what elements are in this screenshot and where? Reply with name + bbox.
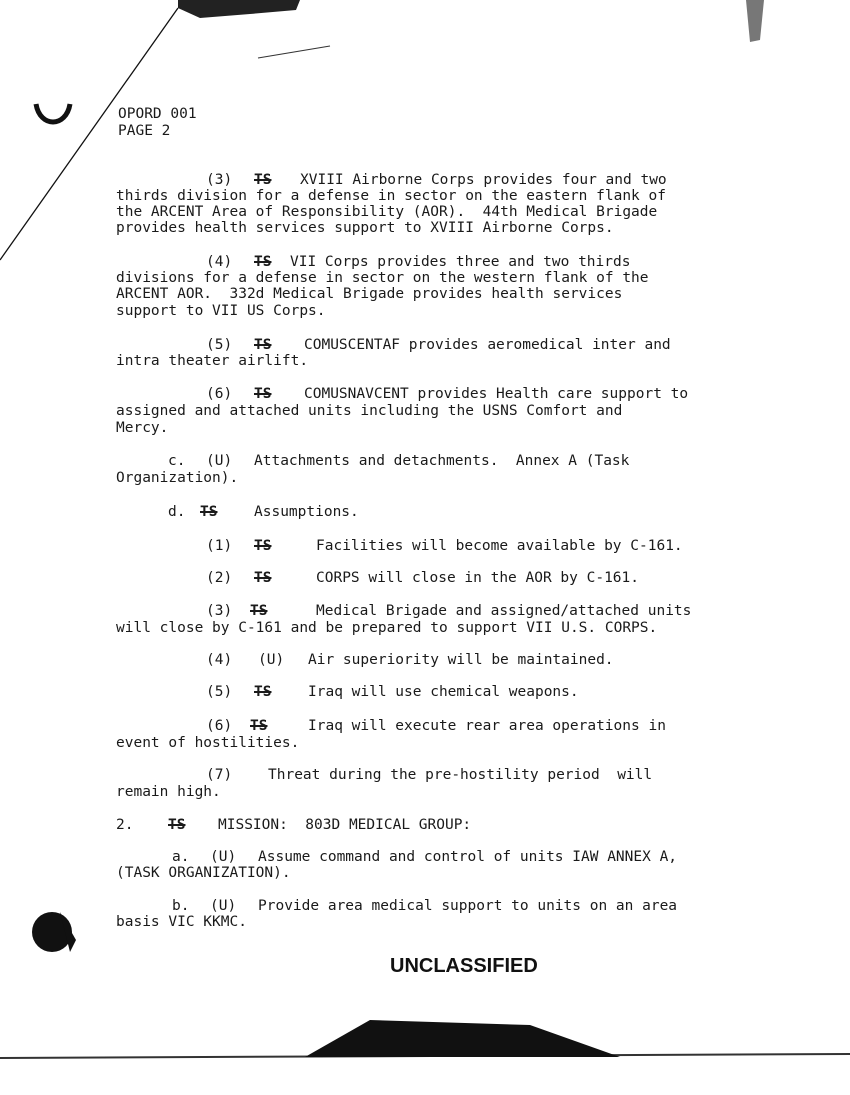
classification-mark: TS	[254, 337, 272, 353]
paragraph-number: (6)	[206, 386, 233, 402]
paragraph-text: (TASK ORGANIZATION).	[116, 865, 291, 881]
classification-mark: (U)	[210, 849, 237, 865]
paragraph-text: divisions for a defense in sector on the western flank of the	[116, 270, 649, 286]
paragraph-text: intra theater airlift.	[116, 353, 309, 369]
classification-mark: (U)	[258, 652, 285, 668]
paragraph-text: COMUSCENTAF provides aeromedical inter and	[304, 337, 671, 353]
paragraph-text: COMUSNAVCENT provides Health care support to	[304, 386, 689, 402]
paragraph-text: event of hostilities.	[116, 735, 300, 751]
paragraph-number: (5)	[206, 337, 233, 353]
header-line2: PAGE 2	[118, 123, 171, 139]
paragraph-text: Facilities will become available by C-161.	[316, 538, 683, 554]
paragraph-text: VII Corps provides three and two thirds	[290, 254, 631, 270]
paragraph-text: Threat during the pre-hostility period will	[268, 767, 653, 783]
classification-mark: TS	[168, 817, 186, 833]
paragraph-text: assigned and attached units including the USNS Comfort and	[116, 403, 623, 419]
classification-mark: TS	[254, 684, 272, 700]
paragraph-text: ARCENT AOR. 332d Medical Brigade provides health services	[116, 286, 623, 302]
paragraph-number: (6)	[206, 718, 233, 734]
paragraph-text: Mercy.	[116, 420, 169, 436]
paragraph-text: XVIII Airborne Corps provides four and two	[300, 172, 667, 188]
classification-mark: (U)	[206, 453, 233, 469]
paragraph-text: Iraq will execute rear area operations in	[308, 718, 666, 734]
classification-mark: TS	[250, 718, 268, 734]
paragraph-text: support to VII US Corps.	[116, 303, 326, 319]
paragraph-text: Organization).	[116, 470, 239, 486]
classification-mark: TS	[254, 254, 272, 270]
paragraph-text: Air superiority will be maintained.	[308, 652, 614, 668]
paragraph-number: d.	[168, 504, 186, 520]
classification-footer: UNCLASSIFIED	[390, 955, 538, 977]
paragraph-number: a.	[172, 849, 190, 865]
paragraph-text: remain high.	[116, 784, 221, 800]
paragraph-number: (7)	[206, 767, 233, 783]
paragraph-text: Iraq will use chemical weapons.	[308, 684, 579, 700]
classification-mark: TS	[254, 538, 272, 554]
classification-mark: (U)	[210, 898, 237, 914]
paragraph-text: Assume command and control of units IAW ANNEX A,	[258, 849, 678, 865]
paragraph-number: c.	[168, 453, 186, 469]
paragraph-number: (2)	[206, 570, 233, 586]
paragraph-number: (5)	[206, 684, 233, 700]
paragraph-text: basis VIC KKMC.	[116, 914, 247, 930]
paragraph-text: the ARCENT Area of Responsibility (AOR). 44th Medical Brigade	[116, 204, 658, 220]
paragraph-text: Assumptions.	[254, 504, 359, 520]
paragraph-text: provides health services support to XVIII Airborne Corps.	[116, 220, 614, 236]
paragraph-text: thirds division for a defense in sector on the eastern flank of	[116, 188, 666, 204]
paragraph-number: (4)	[206, 652, 233, 668]
paragraph-number: (1)	[206, 538, 233, 554]
paragraph-text: CORPS will close in the AOR by C-161.	[316, 570, 640, 586]
paragraph-text: Provide area medical support to units on an area	[258, 898, 678, 914]
paragraph-number: (3)	[206, 603, 233, 619]
header-line1: OPORD 001	[118, 106, 197, 122]
classification-mark: TS	[250, 603, 268, 619]
classification-mark: TS	[254, 386, 272, 402]
paragraph-text: Attachments and detachments. Annex A (Task	[254, 453, 630, 469]
classification-mark: TS	[200, 504, 218, 520]
paragraph-text: Medical Brigade and assigned/attached units	[316, 603, 692, 619]
classification-mark: TS	[254, 172, 272, 188]
classification-mark: TS	[254, 570, 272, 586]
paragraph-number: (3)	[206, 172, 233, 188]
paragraph-number: (4)	[206, 254, 233, 270]
paragraph-text: will close by C-161 and be prepared to support VII U.S. CORPS.	[116, 620, 658, 636]
paragraph-number: 2.	[116, 817, 134, 833]
paragraph-number: b.	[172, 898, 190, 914]
paragraph-text: MISSION: 803D MEDICAL GROUP:	[218, 817, 472, 833]
